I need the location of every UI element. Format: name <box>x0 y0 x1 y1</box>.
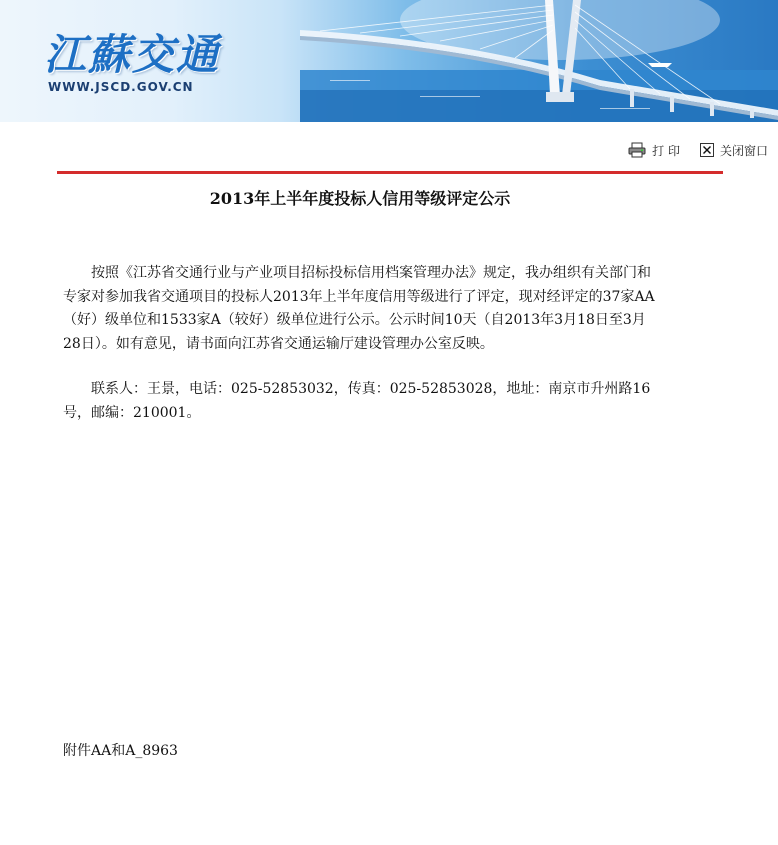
red-divider <box>57 171 723 174</box>
article-body <box>63 262 663 425</box>
close-box-icon <box>700 143 714 157</box>
close-window-button[interactable] <box>700 142 768 159</box>
close-window-label: 关闭窗口 <box>719 143 768 158</box>
site-logo-text: 江蘇交通 <box>44 30 221 79</box>
article-paragraph-2: 联系人：王景，电话：025-52853032，传真：025-52853028，地址：南京市升州路16号，邮编：210001。 <box>63 381 651 421</box>
print-label: 打 印 <box>652 143 680 158</box>
attachment-link[interactable]: 附件AA和A_8963 <box>63 743 178 759</box>
article-toolbar <box>628 141 768 159</box>
article-paragraph-1: 按照《江苏省交通行业与产业项目招标投标信用档案管理办法》规定，我办组织有关部门和专家对参加我省交通项目的投标人2013年上半年度信用等级进行了评定，现对经评定的37家AA（好）级单位和1533家A（较好）级单位进行公示。公示时间10天（自2013年3月18日至3月28日）。如有意见，请书面向江苏省交通运输厅建设管理办公室反映。 <box>63 265 655 352</box>
article-title: 2013年上半年度投标人信用等级评定公示 <box>209 189 511 208</box>
print-button[interactable] <box>628 142 680 159</box>
printer-icon <box>628 142 646 158</box>
header-banner <box>0 0 778 122</box>
site-url-text: WWW.JSCD.GOV.CN <box>48 80 194 94</box>
